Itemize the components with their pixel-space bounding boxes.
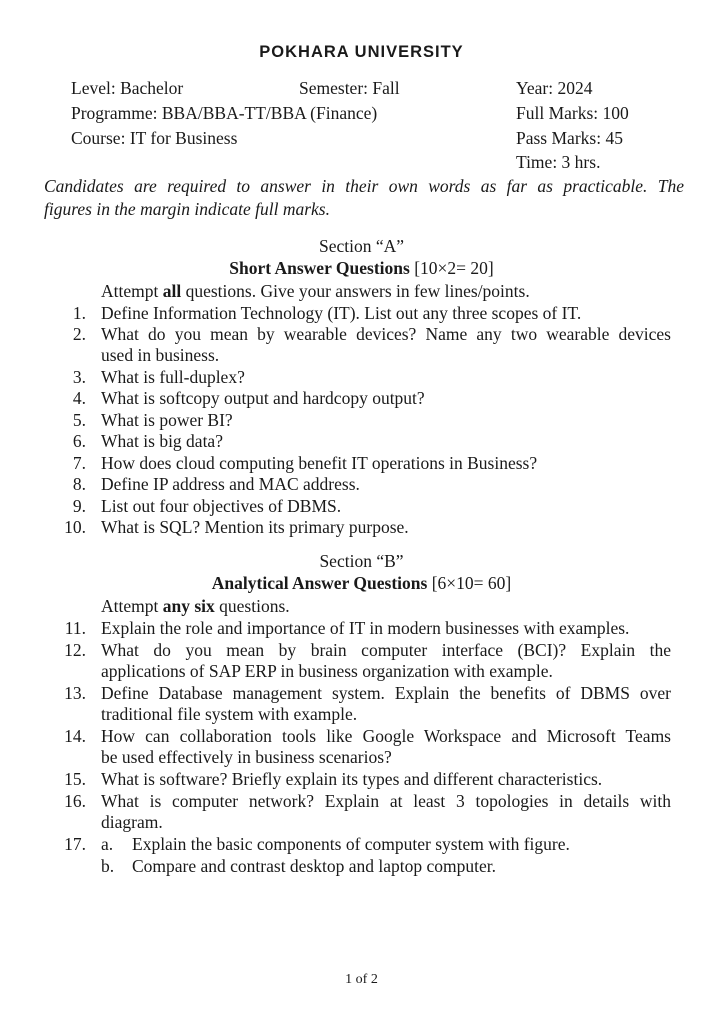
- question-number: 17.: [64, 834, 86, 854]
- section-b-heading: [0, 573, 723, 594]
- question-number: 11.: [64, 618, 86, 638]
- question-number: 13.: [64, 683, 86, 703]
- question-number: 12.: [64, 640, 86, 660]
- section-a-attempt-instruction: [101, 281, 530, 302]
- question-number: 6.: [72, 431, 86, 451]
- question-text-cont: diagram.: [101, 812, 163, 832]
- year: Year: 2024: [516, 78, 593, 98]
- question-number: 9.: [72, 496, 86, 516]
- attempt-bold: any six: [162, 596, 215, 616]
- time: Time: 3 hrs.: [516, 152, 601, 172]
- instructions-line-2: figures in the margin indicate full marks.: [44, 199, 330, 219]
- attempt-pre: Attempt: [101, 596, 163, 616]
- question-text: What is big data?: [101, 431, 223, 451]
- attempt-pre: Attempt: [101, 281, 163, 301]
- question-number: 10.: [64, 517, 86, 537]
- question-text-cont: used in business.: [101, 345, 220, 365]
- level: Level: Bachelor: [71, 78, 184, 98]
- question-text: What is softcopy output and hardcopy output?: [101, 388, 425, 408]
- semester: Semester: Fall: [299, 78, 400, 98]
- question-text: How can collaboration tools like Google Workspace and Microsoft Teams: [101, 726, 671, 746]
- question-text: Define IP address and MAC address.: [101, 474, 360, 494]
- section-a-marks: [10×2= 20]: [409, 258, 494, 278]
- page-number: 1 of 2: [345, 972, 378, 987]
- question-number: 4.: [72, 388, 86, 408]
- question-text: Define Database management system. Explain the benefits of DBMS over: [101, 683, 671, 703]
- full-marks: Full Marks: 100: [516, 103, 629, 123]
- section-b-heading-text: Analytical Answer Questions: [211, 573, 428, 593]
- question-text-cont: traditional file system with example.: [101, 704, 358, 724]
- question-text: What is power BI?: [101, 410, 233, 430]
- question-number: 5.: [72, 410, 86, 430]
- subpart-text: Explain the basic components of computer system with figure.: [132, 834, 570, 854]
- question-text: What do you mean by brain computer interface (BCI)? Explain the: [101, 640, 671, 660]
- question-number: 2.: [72, 324, 86, 344]
- candidate-instructions: [44, 175, 684, 221]
- instructions-line-1: Candidates are required to answer in their own words as far as practicable. The: [44, 176, 684, 196]
- section-b-attempt-instruction: [101, 596, 290, 617]
- question-number: 15.: [64, 769, 86, 789]
- question-text: List out four objectives of DBMS.: [101, 496, 342, 516]
- question-text: How does cloud computing benefit IT operations in Business?: [101, 453, 538, 473]
- question-text-cont: be used effectively in business scenarios?: [101, 747, 392, 767]
- subpart-label: a.: [101, 834, 114, 854]
- question-number: 3.: [72, 367, 86, 387]
- question-number: 7.: [72, 453, 86, 473]
- section-a-title: Section “A”: [318, 236, 405, 256]
- section-b-title: Section “B”: [319, 551, 404, 571]
- question-number: 8.: [72, 474, 86, 494]
- question-text: What do you mean by wearable devices? Name any two wearable devices: [101, 324, 671, 344]
- question-number: 14.: [64, 726, 86, 746]
- subpart-text: Compare and contrast desktop and laptop computer.: [132, 856, 497, 876]
- course: Course: IT for Business: [71, 128, 238, 148]
- attempt-bold: all: [162, 281, 182, 301]
- question-text: Explain the role and importance of IT in modern businesses with examples.: [101, 618, 630, 638]
- question-number: 16.: [64, 791, 86, 811]
- question-number: 1.: [72, 303, 86, 323]
- subpart-label: b.: [101, 856, 115, 876]
- attempt-post: questions.: [214, 596, 290, 616]
- section-a-heading-text: Short Answer Questions: [229, 258, 410, 278]
- pass-marks: Pass Marks: 45: [516, 128, 623, 148]
- section-b-marks: [6×10= 60]: [427, 573, 512, 593]
- programme: Programme: BBA/BBA-TT/BBA (Finance): [71, 103, 378, 123]
- question-text-cont: applications of SAP ERP in business organization with example.: [101, 661, 553, 681]
- question-text: What is computer network? Explain at least 3 topologies in details with: [101, 791, 671, 811]
- university-title: POKHARA UNIVERSITY: [259, 43, 464, 61]
- attempt-post: questions. Give your answers in few lines/points.: [181, 281, 530, 301]
- section-a-heading: [0, 258, 723, 279]
- question-text: What is software? Briefly explain its types and different characteristics.: [101, 769, 603, 789]
- question-text: Define Information Technology (IT). List out any three scopes of IT.: [101, 303, 582, 323]
- question-text: What is full-duplex?: [101, 367, 245, 387]
- question-text: What is SQL? Mention its primary purpose.: [101, 517, 409, 537]
